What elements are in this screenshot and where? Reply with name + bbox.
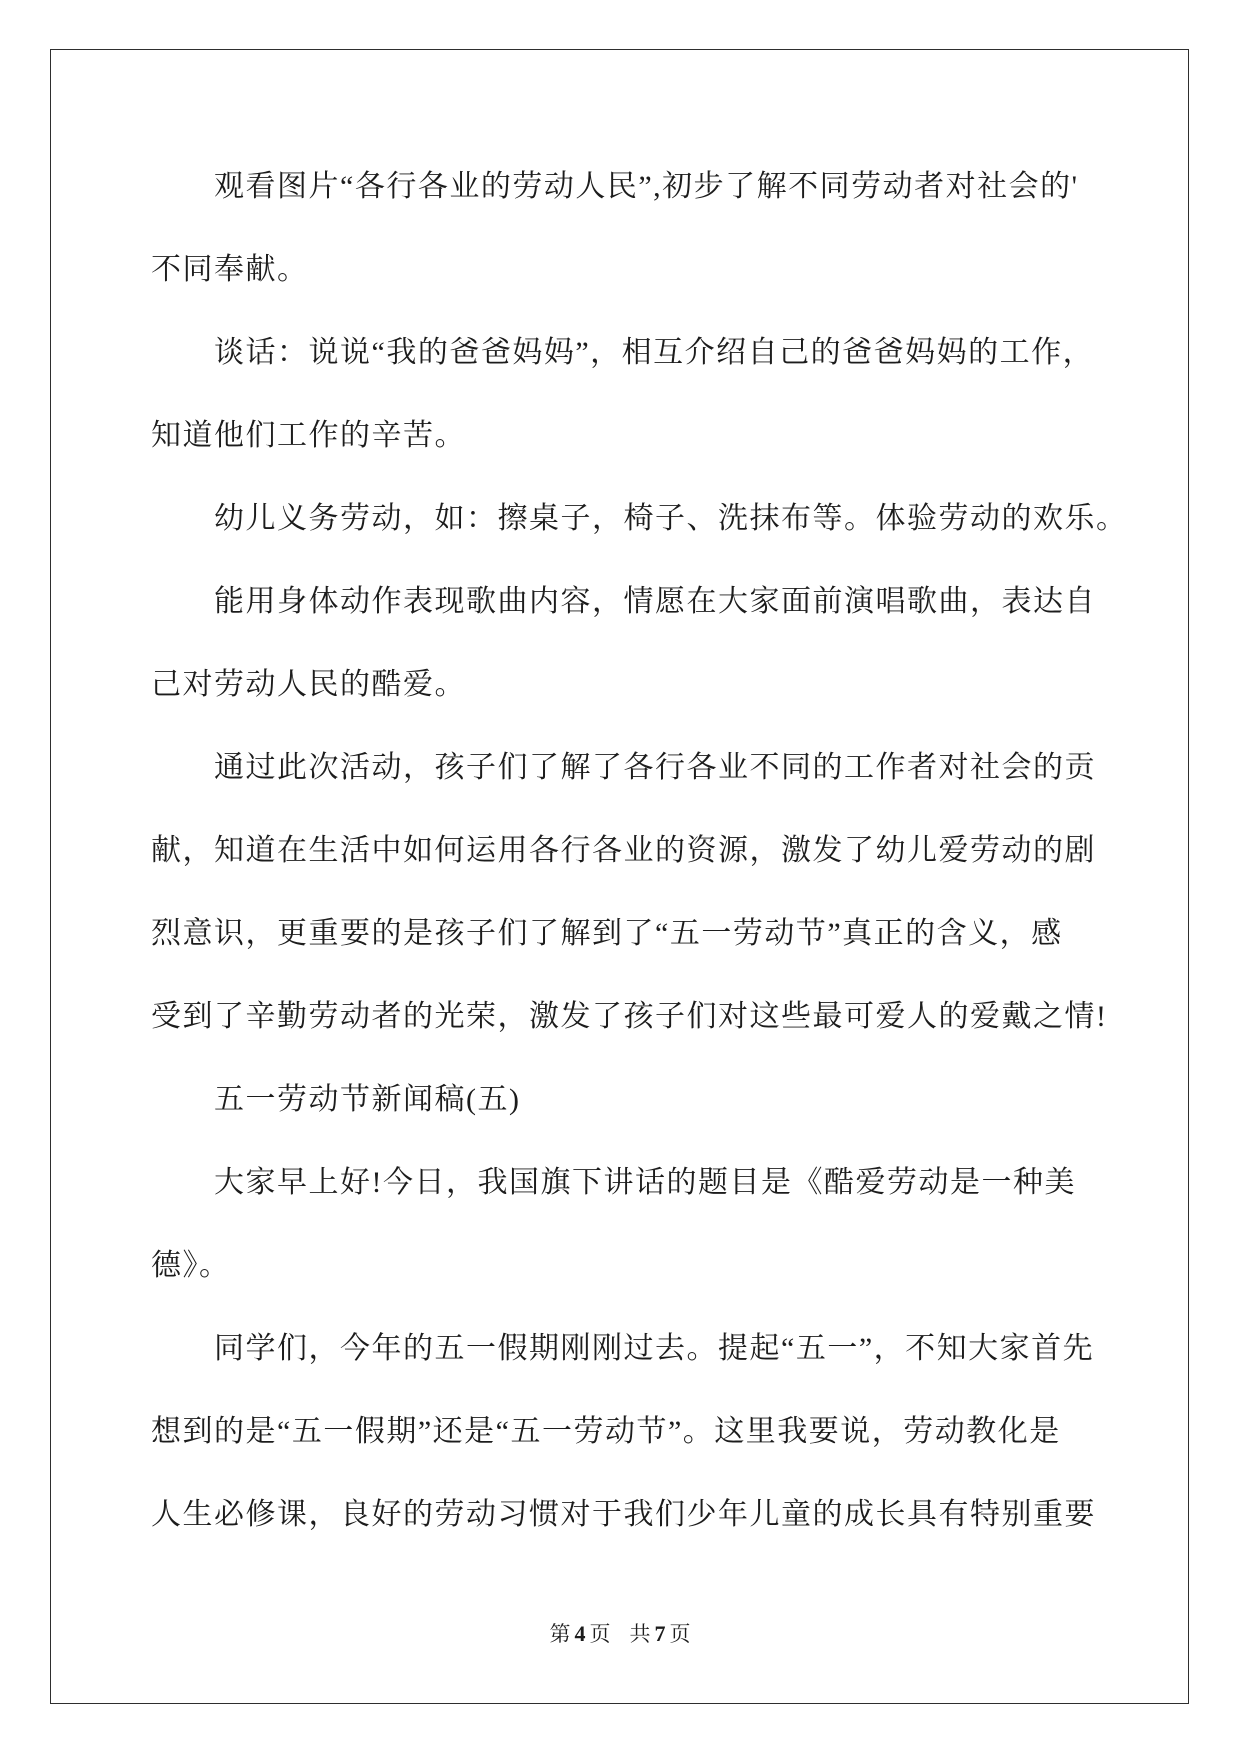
text-line: 人生必修课，良好的劳动习惯对于我们少年儿童的成长具有特别重要	[151, 1498, 1096, 1531]
footer-current-page-label	[550, 1622, 612, 1646]
text-line: 不同奉献。	[151, 253, 309, 286]
paragraph	[151, 311, 1096, 477]
footer-total-prefix: 共	[629, 1622, 652, 1646]
paragraph	[151, 1307, 1096, 1556]
text-line: 献，知道在生活中如何运用各行各业的资源，激发了幼儿爱劳动的剧	[151, 834, 1096, 867]
page-footer	[0, 1618, 1241, 1648]
footer-page-unit: 页	[589, 1622, 612, 1646]
text-line: 谈话：说说“我的爸爸妈妈”，相互介绍自己的爸爸妈妈的工作，	[214, 336, 1095, 369]
text-line: 观看图片“各行各业的劳动人民”,初步了解不同劳动者对社会的'	[214, 170, 1079, 203]
text-line: 德》。	[151, 1249, 231, 1282]
document-body	[151, 145, 1128, 1556]
text-line: 五一劳动节新闻稿(五)	[214, 1083, 521, 1116]
footer-page-prefix: 第	[549, 1622, 572, 1646]
text-line: 幼儿义务劳动，如：擦桌子，椅子、洗抹布等。体验劳动的欢乐。	[214, 502, 1128, 535]
paragraph	[151, 145, 1096, 311]
text-line: 想到的是“五一假期”还是“五一劳动节”。这里我要说，劳动教化是	[151, 1415, 1061, 1448]
paragraph	[151, 1058, 1096, 1141]
text-line: 通过此次活动，孩子们了解了各行各业不同的工作者对社会的贡	[214, 751, 1096, 784]
text-line: 己对劳动人民的酷爱。	[151, 668, 466, 701]
text-line: 同学们，今年的五一假期刚刚过去。提起“五一”，不知大家首先	[214, 1332, 1095, 1365]
total-pages-number: 7	[654, 1621, 667, 1646]
paragraph	[151, 726, 1108, 1058]
paragraph	[151, 1141, 1096, 1307]
text-line: 烈意识，更重要的是孩子们了解到了“五一劳动节”真正的含义，感	[151, 917, 1063, 950]
current-page-number: 4	[574, 1621, 587, 1646]
paragraph	[151, 477, 1128, 560]
text-line: 能用身体动作表现歌曲内容，情愿在大家面前演唱歌曲，表达自	[214, 585, 1096, 618]
footer-total-unit: 页	[669, 1622, 692, 1646]
footer-total-pages-label	[630, 1622, 692, 1646]
text-line: 知道他们工作的辛苦。	[151, 419, 466, 452]
paragraph	[151, 560, 1096, 726]
text-line: 受到了辛勤劳动者的光荣，激发了孩子们对这些最可爱人的爱戴之情!	[151, 1000, 1108, 1033]
text-line: 大家早上好!今日，我国旗下讲话的题目是《酷爱劳动是一种美	[214, 1166, 1076, 1199]
